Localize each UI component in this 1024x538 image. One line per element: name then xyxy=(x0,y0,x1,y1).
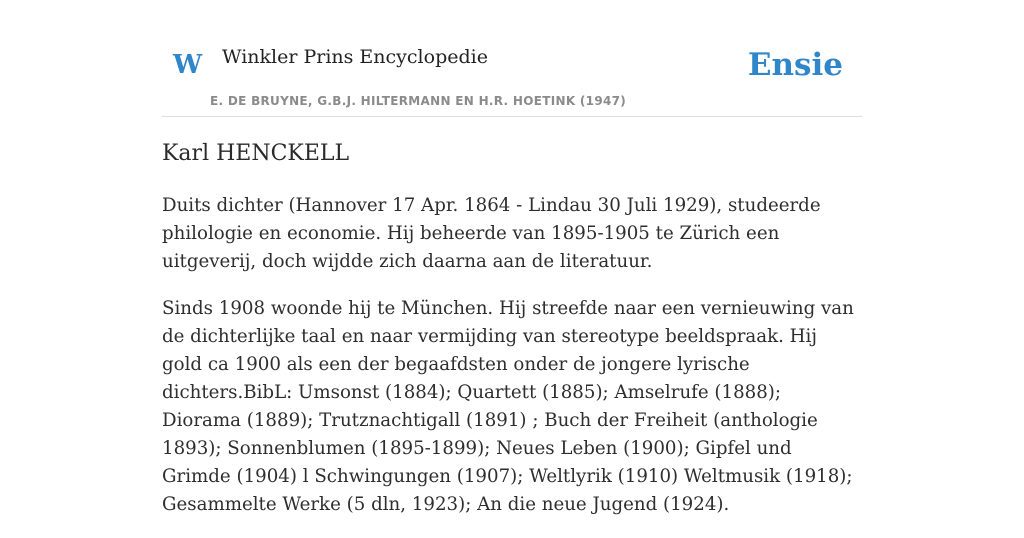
source-title[interactable]: Winkler Prins Encyclopedie xyxy=(222,46,488,68)
winkler-prins-logo[interactable]: W xyxy=(173,50,203,80)
page xyxy=(162,0,862,515)
entry-paragraph: Sinds 1908 woonde hij te München. Hij streefde naar een vernieuwing van de dichterlijke taal en naar vermijding van stereotype beeldspraak. Hij gold ca 1900 als een der begaafdsten onder de jongere lyrische dichters.BibL: Umsonst (1884); Quartett (1885); Amselrufe (1888); Diorama (1889); Trutznachtigall (1891) ; Buch der Freiheit (anthologie 1893); Sonnenblumen (1895-1899); Neues Leben (1900); Gipfel und Grimde (1904) l Schwingungen (1907); Weltlyrik (1910) Weltmusik (1918); Gesammelte Werke (5 dln, 1923); An die neue Jugend (1924). xyxy=(162,298,854,515)
entry-body xyxy=(162,192,862,538)
ensie-logo[interactable]: Ensie xyxy=(747,47,843,83)
source-authors: E. DE BRUYNE, G.B.J. HILTERMANN EN H.R. HOETINK (1947) xyxy=(210,94,627,108)
entry-paragraph: Duits dichter (Hannover 17 Apr. 1864 - Lindau 30 Juli 1929), studeerde philologie en economie. Hij beheerde van 1895-1905 te Zürich een uitgeverij, doch wijdde zich daarna aan de literatuur. xyxy=(162,195,821,272)
header xyxy=(162,0,862,117)
entry-title: Karl HENCKELL xyxy=(162,141,350,166)
